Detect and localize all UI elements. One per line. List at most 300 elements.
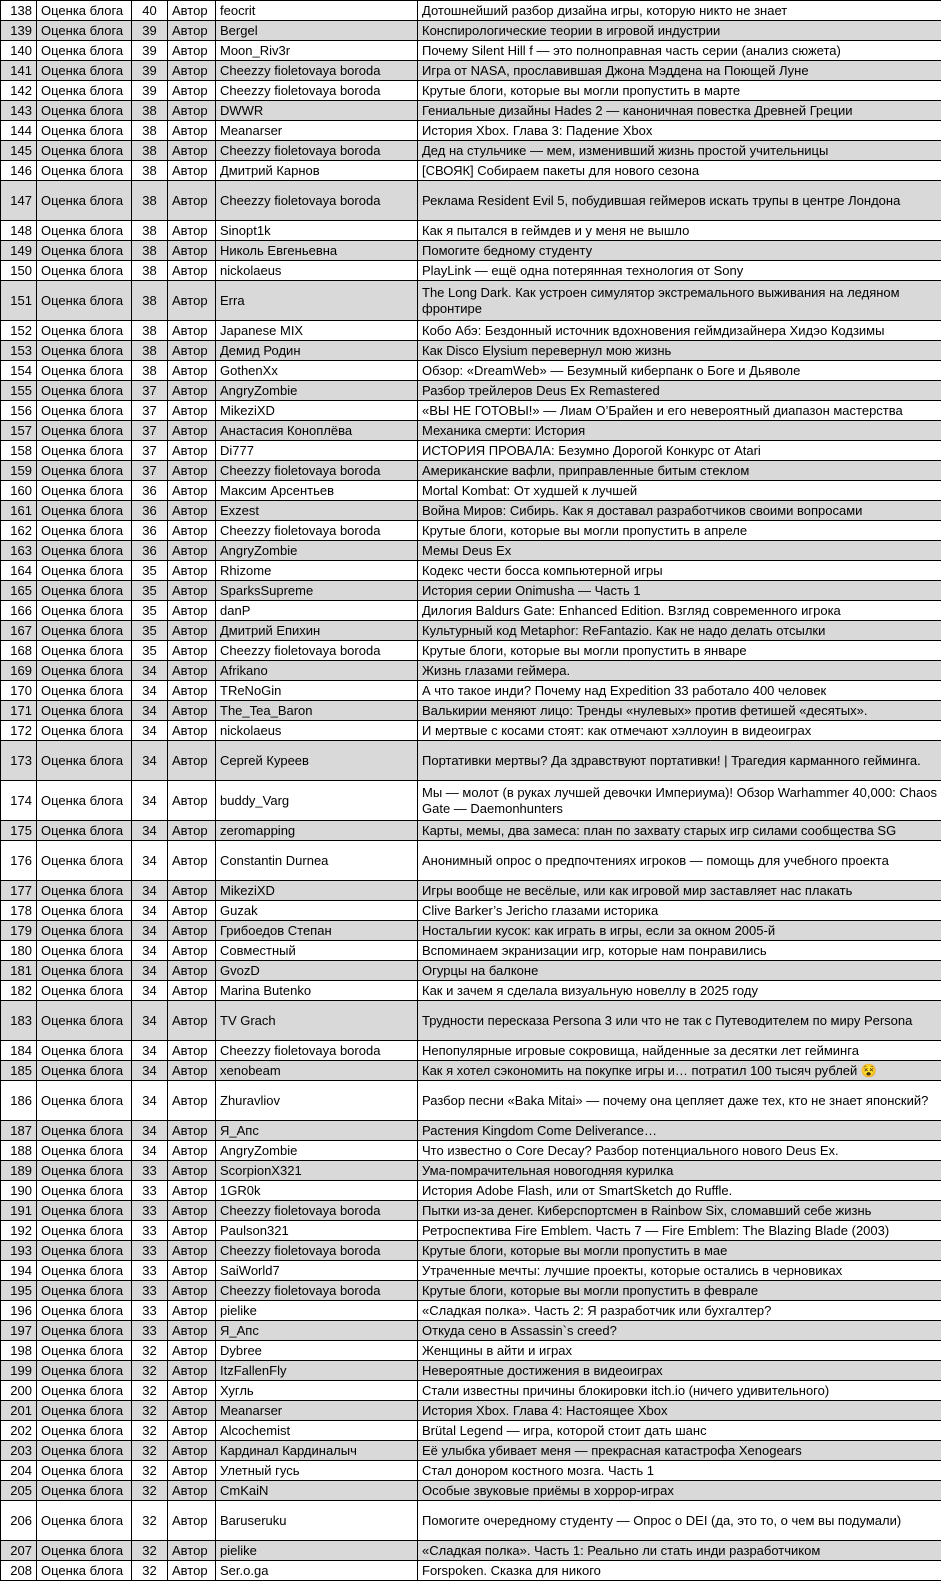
cell-category-label[interactable]: Оценка блога [37,641,132,661]
cell-category-label[interactable]: Оценка блога [37,441,132,461]
cell-category-label[interactable]: Оценка блога [37,1121,132,1141]
cell-author-label[interactable]: Автор [168,1281,216,1301]
cell-author-label[interactable]: Автор [168,161,216,181]
cell-author-name[interactable]: nickolaeus [216,721,418,741]
cell-author-label[interactable]: Автор [168,701,216,721]
cell-row-number[interactable]: 183 [1,1001,37,1041]
cell-row-number[interactable]: 145 [1,141,37,161]
cell-category-label[interactable]: Оценка блога [37,1461,132,1481]
cell-category-label[interactable]: Оценка блога [37,1341,132,1361]
cell-row-number[interactable]: 200 [1,1381,37,1401]
cell-row-number[interactable]: 179 [1,921,37,941]
cell-row-number[interactable]: 198 [1,1341,37,1361]
cell-score[interactable]: 32 [132,1441,168,1461]
cell-score[interactable]: 32 [132,1541,168,1561]
cell-category-label[interactable]: Оценка блога [37,901,132,921]
cell-row-number[interactable]: 155 [1,381,37,401]
cell-blog-title[interactable]: Дед на стульчике — мем, изменивший жизнь простой учительницы [418,141,941,161]
cell-author-name[interactable]: Ser.o.ga [216,1561,418,1581]
cell-author-name[interactable]: Николь Евгеньевна [216,241,418,261]
cell-author-name[interactable]: Sinopt1k [216,221,418,241]
cell-author-name[interactable]: Zhuravliov [216,1081,418,1121]
cell-author-label[interactable]: Автор [168,361,216,381]
cell-author-label[interactable]: Автор [168,681,216,701]
cell-row-number[interactable]: 139 [1,21,37,41]
cell-author-label[interactable]: Автор [168,481,216,501]
cell-author-label[interactable]: Автор [168,1301,216,1321]
cell-category-label[interactable]: Оценка блога [37,721,132,741]
cell-author-label[interactable]: Автор [168,941,216,961]
cell-row-number[interactable]: 162 [1,521,37,541]
cell-category-label[interactable]: Оценка блога [37,1361,132,1381]
cell-score[interactable]: 39 [132,41,168,61]
cell-blog-title[interactable]: Мемы Deus Ex [418,541,941,561]
cell-score[interactable]: 34 [132,981,168,1001]
cell-author-name[interactable]: ItzFallenFly [216,1361,418,1381]
cell-blog-title[interactable]: Как и зачем я сделала визуальную новеллу в 2025 году [418,981,941,1001]
cell-category-label[interactable]: Оценка блога [37,461,132,481]
cell-author-label[interactable]: Автор [168,501,216,521]
cell-score[interactable]: 33 [132,1261,168,1281]
cell-blog-title[interactable]: Гениальные дизайны Hades 2 — каноничная повестка Древней Греции [418,101,941,121]
cell-blog-title[interactable]: Дотошнейший разбор дизайна игры, которую никто не знает [418,1,941,21]
cell-author-label[interactable]: Автор [168,1541,216,1561]
cell-blog-title[interactable]: Крутые блоги, которые вы могли пропустить в марте [418,81,941,101]
cell-score[interactable]: 32 [132,1341,168,1361]
cell-blog-title[interactable]: Стал донором костного мозга. Часть 1 [418,1461,941,1481]
cell-author-name[interactable]: Анастасия Коноплёва [216,421,418,441]
cell-category-label[interactable]: Оценка блога [37,1161,132,1181]
cell-blog-title[interactable]: [СВОЯК] Собираем пакеты для нового сезона [418,161,941,181]
cell-blog-title[interactable]: Mortal Kombat: От худшей к лучшей [418,481,941,501]
cell-author-label[interactable]: Автор [168,1161,216,1181]
cell-author-name[interactable]: TV Grach [216,1001,418,1041]
cell-row-number[interactable]: 167 [1,621,37,641]
cell-category-label[interactable]: Оценка блога [37,21,132,41]
cell-author-name[interactable]: Rhizome [216,561,418,581]
cell-score[interactable]: 38 [132,141,168,161]
cell-row-number[interactable]: 192 [1,1221,37,1241]
cell-score[interactable]: 39 [132,81,168,101]
cell-category-label[interactable]: Оценка блога [37,1221,132,1241]
cell-row-number[interactable]: 175 [1,821,37,841]
cell-category-label[interactable]: Оценка блога [37,1061,132,1081]
cell-score[interactable]: 32 [132,1381,168,1401]
cell-row-number[interactable]: 156 [1,401,37,421]
cell-author-name[interactable]: danP [216,601,418,621]
cell-author-name[interactable]: Cheezzy fioletovaya boroda [216,521,418,541]
cell-author-name[interactable]: SparksSupreme [216,581,418,601]
cell-category-label[interactable]: Оценка блога [37,821,132,841]
cell-author-name[interactable]: buddy_Varg [216,781,418,821]
cell-score[interactable]: 32 [132,1561,168,1581]
cell-category-label[interactable]: Оценка блога [37,141,132,161]
cell-author-label[interactable]: Автор [168,341,216,361]
cell-row-number[interactable]: 206 [1,1501,37,1541]
cell-category-label[interactable]: Оценка блога [37,281,132,321]
cell-row-number[interactable]: 197 [1,1321,37,1341]
cell-row-number[interactable]: 174 [1,781,37,821]
cell-author-name[interactable]: ScorpionX321 [216,1161,418,1181]
cell-author-label[interactable]: Автор [168,541,216,561]
cell-author-label[interactable]: Автор [168,1401,216,1421]
cell-blog-title[interactable]: Разбор песни «Baka Mitai» — почему она цепляет даже тех, кто не знает японский? [418,1081,941,1121]
cell-author-name[interactable]: Я_Апс [216,1121,418,1141]
cell-row-number[interactable]: 154 [1,361,37,381]
cell-author-name[interactable]: Хугль [216,1381,418,1401]
cell-author-label[interactable]: Автор [168,881,216,901]
cell-author-name[interactable]: Сергей Куреев [216,741,418,781]
cell-category-label[interactable]: Оценка блога [37,101,132,121]
cell-category-label[interactable]: Оценка блога [37,961,132,981]
cell-blog-title[interactable]: The Long Dark. Как устроен симулятор экстремального выживания на ледяном фронтире [418,281,941,321]
cell-category-label[interactable]: Оценка блога [37,581,132,601]
cell-author-name[interactable]: Afrikano [216,661,418,681]
cell-row-number[interactable]: 171 [1,701,37,721]
cell-author-label[interactable]: Автор [168,581,216,601]
cell-blog-title[interactable]: Обзор: «DreamWeb» — Безумный киберпанк о Боге и Дьяволе [418,361,941,381]
cell-category-label[interactable]: Оценка блога [37,1201,132,1221]
cell-row-number[interactable]: 186 [1,1081,37,1121]
cell-author-label[interactable]: Автор [168,1341,216,1361]
cell-blog-title[interactable]: PlayLink — ещё одна потерянная технология от Sony [418,261,941,281]
cell-category-label[interactable]: Оценка блога [37,501,132,521]
cell-author-name[interactable]: Cheezzy fioletovaya boroda [216,461,418,481]
cell-score[interactable]: 36 [132,501,168,521]
cell-blog-title[interactable]: Разбор трейлеров Deus Ex Remastered [418,381,941,401]
cell-score[interactable]: 34 [132,961,168,981]
cell-blog-title[interactable]: Clive Barker’s Jericho глазами историка [418,901,941,921]
cell-row-number[interactable]: 149 [1,241,37,261]
cell-score[interactable]: 38 [132,321,168,341]
cell-row-number[interactable]: 158 [1,441,37,461]
cell-score[interactable]: 38 [132,261,168,281]
cell-blog-title[interactable]: Крутые блоги, которые вы могли пропустить в апреле [418,521,941,541]
cell-score[interactable]: 33 [132,1241,168,1261]
cell-blog-title[interactable]: Трудности пересказа Persona 3 или что не так с Путеводителем по миру Persona [418,1001,941,1041]
cell-row-number[interactable]: 142 [1,81,37,101]
cell-author-label[interactable]: Автор [168,1241,216,1261]
cell-author-name[interactable]: Совместный [216,941,418,961]
cell-author-label[interactable]: Автор [168,281,216,321]
cell-author-label[interactable]: Автор [168,1361,216,1381]
cell-score[interactable]: 34 [132,881,168,901]
cell-author-name[interactable]: nickolaeus [216,261,418,281]
cell-score[interactable]: 32 [132,1481,168,1501]
cell-blog-title[interactable]: Игра от NASA, прославившая Джона Мэддена на Поющей Луне [418,61,941,81]
cell-row-number[interactable]: 147 [1,181,37,221]
cell-row-number[interactable]: 164 [1,561,37,581]
cell-author-label[interactable]: Автор [168,21,216,41]
cell-author-name[interactable]: Exzest [216,501,418,521]
cell-row-number[interactable]: 181 [1,961,37,981]
cell-author-name[interactable]: AngryZombie [216,381,418,401]
cell-score[interactable]: 38 [132,221,168,241]
cell-blog-title[interactable]: Помогите бедному студенту [418,241,941,261]
cell-row-number[interactable]: 159 [1,461,37,481]
cell-author-name[interactable]: Улетный гусь [216,1461,418,1481]
cell-category-label[interactable]: Оценка блога [37,1041,132,1061]
cell-blog-title[interactable]: Помогите очередному студенту — Опрос о DEI (да, это то, о чем вы подумали) [418,1501,941,1541]
cell-author-label[interactable]: Автор [168,561,216,581]
cell-author-name[interactable]: Cheezzy fioletovaya boroda [216,1201,418,1221]
cell-score[interactable]: 32 [132,1421,168,1441]
cell-author-name[interactable]: DWWR [216,101,418,121]
cell-blog-title[interactable]: Жизнь глазами геймера. [418,661,941,681]
cell-score[interactable]: 36 [132,541,168,561]
cell-category-label[interactable]: Оценка блога [37,1181,132,1201]
cell-row-number[interactable]: 194 [1,1261,37,1281]
cell-blog-title[interactable]: Что известно о Core Decay? Разбор потенциального нового Deus Ex. [418,1141,941,1161]
cell-author-label[interactable]: Автор [168,721,216,741]
cell-score[interactable]: 34 [132,821,168,841]
cell-author-label[interactable]: Автор [168,321,216,341]
cell-author-name[interactable]: Кардинал Кардиналыч [216,1441,418,1461]
cell-author-label[interactable]: Автор [168,661,216,681]
cell-blog-title[interactable]: Кобо Абэ: Бездонный источник вдохновения геймдизайнера Хидэо Кодзимы [418,321,941,341]
cell-blog-title[interactable]: Игры вообще не весёлые, или как игровой мир заставляет нас плакать [418,881,941,901]
cell-blog-title[interactable]: Американские вафли, приправленные битым стеклом [418,461,941,481]
cell-blog-title[interactable]: Карты, мемы, два замеса: план по захвату старых игр силами сообщества SG [418,821,941,841]
cell-score[interactable]: 34 [132,1041,168,1061]
cell-author-name[interactable]: Cheezzy fioletovaya boroda [216,1041,418,1061]
cell-author-label[interactable]: Автор [168,1321,216,1341]
cell-score[interactable]: 38 [132,121,168,141]
cell-score[interactable]: 34 [132,741,168,781]
cell-score[interactable]: 35 [132,581,168,601]
cell-author-name[interactable]: MikeziXD [216,881,418,901]
cell-category-label[interactable]: Оценка блога [37,921,132,941]
cell-author-name[interactable]: Moon_Riv3r [216,41,418,61]
cell-blog-title[interactable]: История Adobe Flash, или от SmartSketch до Ruffle. [418,1181,941,1201]
cell-row-number[interactable]: 138 [1,1,37,21]
cell-blog-title[interactable]: Крутые блоги, которые вы могли пропустить в январе [418,641,941,661]
cell-category-label[interactable]: Оценка блога [37,561,132,581]
cell-author-name[interactable]: Marina Butenko [216,981,418,1001]
cell-row-number[interactable]: 204 [1,1461,37,1481]
cell-author-label[interactable]: Автор [168,1141,216,1161]
cell-author-name[interactable]: Bergel [216,21,418,41]
cell-score[interactable]: 35 [132,641,168,661]
cell-score[interactable]: 34 [132,941,168,961]
cell-author-name[interactable]: Я_Апс [216,1321,418,1341]
cell-author-name[interactable]: Meanarser [216,1401,418,1421]
cell-score[interactable]: 34 [132,1141,168,1161]
cell-author-label[interactable]: Автор [168,421,216,441]
cell-author-label[interactable]: Автор [168,961,216,981]
cell-category-label[interactable]: Оценка блога [37,601,132,621]
cell-row-number[interactable]: 184 [1,1041,37,1061]
cell-blog-title[interactable]: «ВЫ НЕ ГОТОВЫ!» — Лиам О’Брайен и его невероятный диапазон мастерства [418,401,941,421]
cell-row-number[interactable]: 163 [1,541,37,561]
cell-row-number[interactable]: 193 [1,1241,37,1261]
cell-category-label[interactable]: Оценка блога [37,161,132,181]
cell-author-label[interactable]: Автор [168,1481,216,1501]
cell-score[interactable]: 37 [132,441,168,461]
cell-row-number[interactable]: 202 [1,1421,37,1441]
cell-author-label[interactable]: Автор [168,1501,216,1541]
cell-row-number[interactable]: 191 [1,1201,37,1221]
cell-category-label[interactable]: Оценка блога [37,41,132,61]
cell-author-label[interactable]: Автор [168,641,216,661]
cell-score[interactable]: 36 [132,521,168,541]
cell-author-label[interactable]: Автор [168,921,216,941]
cell-category-label[interactable]: Оценка блога [37,1321,132,1341]
cell-score[interactable]: 32 [132,1501,168,1541]
cell-author-name[interactable]: Cheezzy fioletovaya boroda [216,181,418,221]
cell-score[interactable]: 34 [132,701,168,721]
cell-blog-title[interactable]: «Сладкая полка». Часть 2: Я разработчик или бухгалтер? [418,1301,941,1321]
cell-author-label[interactable]: Автор [168,61,216,81]
cell-score[interactable]: 37 [132,461,168,481]
cell-row-number[interactable]: 207 [1,1541,37,1561]
cell-row-number[interactable]: 140 [1,41,37,61]
cell-blog-title[interactable]: История Xbox. Глава 4: Настоящее Xbox [418,1401,941,1421]
cell-category-label[interactable]: Оценка блога [37,1381,132,1401]
cell-category-label[interactable]: Оценка блога [37,221,132,241]
cell-author-name[interactable]: Erra [216,281,418,321]
cell-blog-title[interactable]: Особые звуковые приёмы в хоррор-играх [418,1481,941,1501]
cell-author-label[interactable]: Автор [168,1081,216,1121]
cell-category-label[interactable]: Оценка блога [37,1,132,21]
cell-author-label[interactable]: Автор [168,381,216,401]
cell-author-name[interactable]: Cheezzy fioletovaya boroda [216,61,418,81]
cell-blog-title[interactable]: Дилогия Baldurs Gate: Enhanced Edition. Взгляд современного игрока [418,601,941,621]
cell-row-number[interactable]: 203 [1,1441,37,1461]
cell-row-number[interactable]: 185 [1,1061,37,1081]
cell-blog-title[interactable]: Растения Kingdom Come Deliverance… [418,1121,941,1141]
cell-category-label[interactable]: Оценка блога [37,1281,132,1301]
cell-category-label[interactable]: Оценка блога [37,1301,132,1321]
cell-row-number[interactable]: 169 [1,661,37,681]
cell-author-label[interactable]: Автор [168,1561,216,1581]
cell-author-label[interactable]: Автор [168,901,216,921]
cell-score[interactable]: 33 [132,1181,168,1201]
cell-blog-title[interactable]: Портативки мертвы? Да здравствуют портативки! | Трагедия карманного гейминга. [418,741,941,781]
cell-score[interactable]: 33 [132,1281,168,1301]
cell-row-number[interactable]: 196 [1,1301,37,1321]
cell-score[interactable]: 38 [132,181,168,221]
cell-blog-title[interactable]: Конспирологические теории в игровой индустрии [418,21,941,41]
cell-author-name[interactable]: AngryZombie [216,541,418,561]
cell-score[interactable]: 34 [132,1121,168,1141]
cell-category-label[interactable]: Оценка блога [37,241,132,261]
cell-row-number[interactable]: 177 [1,881,37,901]
cell-author-name[interactable]: Cheezzy fioletovaya boroda [216,1241,418,1261]
cell-row-number[interactable]: 161 [1,501,37,521]
cell-row-number[interactable]: 178 [1,901,37,921]
cell-blog-title[interactable]: Пытки из-за денег. Киберспортсмен в Rainbow Six, сломавший себе жизнь [418,1201,941,1221]
cell-score[interactable]: 37 [132,381,168,401]
cell-blog-title[interactable]: Ностальгии кусок: как играть в игры, если за окном 2005-й [418,921,941,941]
cell-row-number[interactable]: 141 [1,61,37,81]
cell-author-name[interactable]: GothenXx [216,361,418,381]
cell-blog-title[interactable]: Механика смерти: История [418,421,941,441]
cell-score[interactable]: 34 [132,661,168,681]
cell-category-label[interactable]: Оценка блога [37,1481,132,1501]
cell-blog-title[interactable]: Непопулярные игровые сокровища, найденные за десятки лет гейминга [418,1041,941,1061]
cell-row-number[interactable]: 173 [1,741,37,781]
cell-score[interactable]: 38 [132,101,168,121]
cell-category-label[interactable]: Оценка блога [37,381,132,401]
cell-author-name[interactable]: Guzak [216,901,418,921]
cell-score[interactable]: 33 [132,1201,168,1221]
cell-author-name[interactable]: Cheezzy fioletovaya boroda [216,81,418,101]
cell-author-name[interactable]: SaiWorld7 [216,1261,418,1281]
cell-score[interactable]: 34 [132,1081,168,1121]
cell-score[interactable]: 37 [132,401,168,421]
cell-score[interactable]: 33 [132,1161,168,1181]
cell-row-number[interactable]: 195 [1,1281,37,1301]
cell-score[interactable]: 32 [132,1401,168,1421]
cell-category-label[interactable]: Оценка блога [37,1001,132,1041]
cell-author-name[interactable]: Дмитрий Епихин [216,621,418,641]
cell-author-name[interactable]: Демид Родин [216,341,418,361]
cell-author-name[interactable]: xenobeam [216,1061,418,1081]
cell-author-name[interactable]: The_Tea_Baron [216,701,418,721]
cell-category-label[interactable]: Оценка блога [37,1141,132,1161]
cell-author-name[interactable]: pielike [216,1301,418,1321]
cell-blog-title[interactable]: Кодекс чести босса компьютерной игры [418,561,941,581]
cell-category-label[interactable]: Оценка блога [37,701,132,721]
cell-author-label[interactable]: Автор [168,41,216,61]
cell-score[interactable]: 34 [132,1061,168,1081]
cell-author-name[interactable]: Dybree [216,1341,418,1361]
cell-row-number[interactable]: 182 [1,981,37,1001]
cell-blog-title[interactable]: Стали известны причины блокировки itch.io (ничего удивительного) [418,1381,941,1401]
cell-author-label[interactable]: Автор [168,181,216,221]
cell-score[interactable]: 34 [132,781,168,821]
cell-author-name[interactable]: 1GR0k [216,1181,418,1201]
cell-blog-title[interactable]: А что такое инди? Почему над Expedition 33 работало 400 человек [418,681,941,701]
cell-blog-title[interactable]: Мы — молот (в руках лучшей девочки Империума)! Обзор Warhammer 40,000: Chaos Gate — Daemonhunters [418,781,941,821]
cell-score[interactable]: 39 [132,61,168,81]
cell-blog-title[interactable]: Война Миров: Сибирь. Как я доставал разработчиков своими вопросами [418,501,941,521]
cell-blog-title[interactable]: Как я хотел сэкономить на покупке игры и… потратил 100 тысяч рублей 😵 [418,1061,941,1081]
cell-row-number[interactable]: 176 [1,841,37,881]
cell-blog-title[interactable]: Как Disco Elysium перевернул мою жизнь [418,341,941,361]
cell-row-number[interactable]: 143 [1,101,37,121]
cell-author-label[interactable]: Автор [168,521,216,541]
cell-row-number[interactable]: 172 [1,721,37,741]
cell-score[interactable]: 38 [132,361,168,381]
cell-category-label[interactable]: Оценка блога [37,1441,132,1461]
cell-author-label[interactable]: Автор [168,261,216,281]
cell-author-label[interactable]: Автор [168,1381,216,1401]
cell-row-number[interactable]: 152 [1,321,37,341]
cell-blog-title[interactable]: Невероятные достижения в видеоиграх [418,1361,941,1381]
cell-blog-title[interactable]: Анонимный опрос о предпочтениях игроков — помощь для учебного проекта [418,841,941,881]
cell-author-name[interactable]: TReNoGin [216,681,418,701]
cell-blog-title[interactable]: Ума-помрачительная новогодняя курилка [418,1161,941,1181]
cell-author-label[interactable]: Автор [168,821,216,841]
cell-author-label[interactable]: Автор [168,981,216,1001]
cell-category-label[interactable]: Оценка блога [37,321,132,341]
cell-blog-title[interactable]: Крутые блоги, которые вы могли пропустить в мае [418,1241,941,1261]
cell-author-label[interactable]: Автор [168,1221,216,1241]
cell-score[interactable]: 32 [132,1461,168,1481]
cell-author-label[interactable]: Автор [168,1001,216,1041]
cell-row-number[interactable]: 170 [1,681,37,701]
cell-category-label[interactable]: Оценка блога [37,1401,132,1421]
cell-score[interactable]: 35 [132,601,168,621]
cell-blog-title[interactable]: И мертвые с косами стоят: как отмечают хэллоуин в видеоиграх [418,721,941,741]
cell-category-label[interactable]: Оценка блога [37,81,132,101]
cell-author-name[interactable]: Максим Арсентьев [216,481,418,501]
cell-row-number[interactable]: 150 [1,261,37,281]
cell-category-label[interactable]: Оценка блога [37,621,132,641]
cell-blog-title[interactable]: ИСТОРИЯ ПРОВАЛА: Безумно Дорогой Конкурс от Atari [418,441,941,461]
